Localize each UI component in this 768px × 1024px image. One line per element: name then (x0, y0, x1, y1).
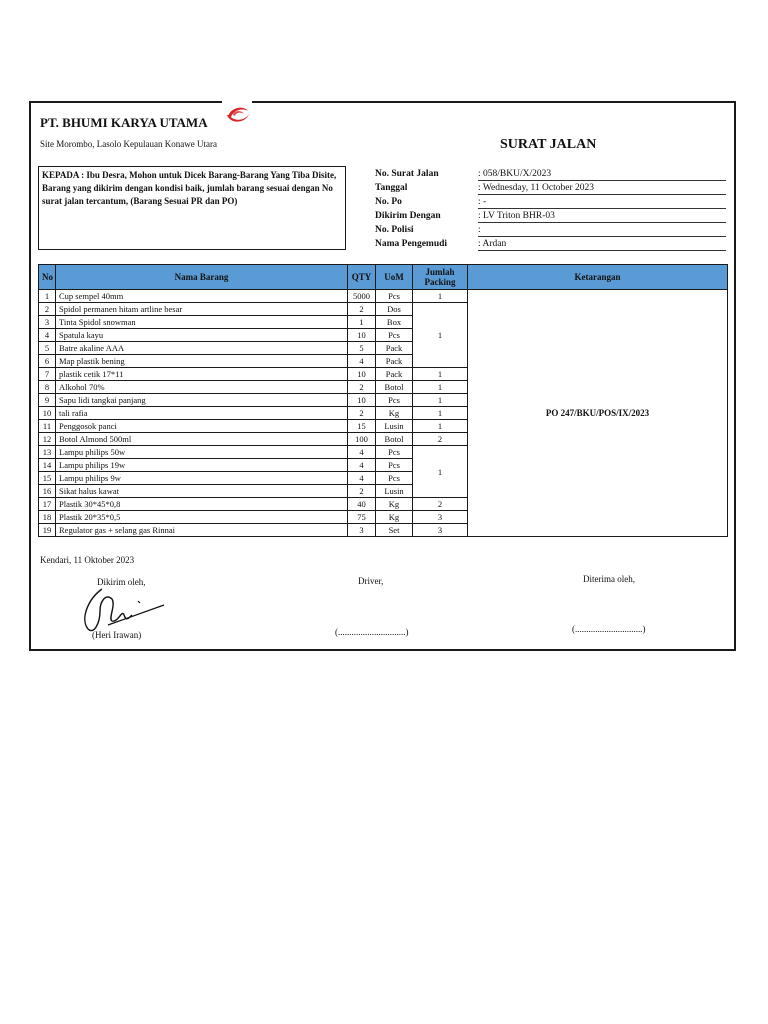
items-table (38, 264, 728, 537)
cell-uom: Pack (376, 368, 413, 381)
col-header-ketarangan: Ketarangan (468, 265, 728, 290)
cell-uom: Kg (376, 498, 413, 511)
cell-uom: Pack (376, 355, 413, 368)
place-date: Kendari, 11 Oktober 2023 (40, 555, 135, 565)
cell-packing: 1 (413, 420, 468, 433)
cell-nama: Lampu philips 50w (56, 446, 348, 459)
sender-name: (Heri Irawan) (92, 630, 142, 640)
cell-nama: Lampu philips 19w (56, 459, 348, 472)
cell-qty: 10 (348, 394, 376, 407)
cell-nama: Cup sempel 40mm (56, 290, 348, 303)
cell-no: 19 (39, 524, 56, 537)
cell-no: 18 (39, 511, 56, 524)
cell-packing: 3 (413, 511, 468, 524)
cell-keterangan: PO 247/BKU/POS/IX/2023 (468, 290, 728, 537)
cell-qty: 3 (348, 524, 376, 537)
dikirim-label: Dikirim oleh, (97, 577, 146, 587)
cell-packing: 1 (413, 303, 468, 368)
cell-no: 2 (39, 303, 56, 316)
cell-packing: 1 (413, 394, 468, 407)
swirl-logo-icon (222, 101, 252, 127)
cell-nama: Botol Almond 500ml (56, 433, 348, 446)
cell-uom: Pack (376, 342, 413, 355)
cell-no: 10 (39, 407, 56, 420)
value-dikirim-dengan: : LV Triton BHR-03 (478, 210, 726, 223)
col-header-no: No (39, 265, 56, 290)
cell-uom: Pcs (376, 459, 413, 472)
cell-packing: 1 (413, 290, 468, 303)
cell-qty: 4 (348, 446, 376, 459)
cell-uom: Pcs (376, 329, 413, 342)
label-no-surat-jalan: No. Surat Jalan (375, 169, 439, 179)
cell-uom: Botol (376, 381, 413, 394)
cell-no: 11 (39, 420, 56, 433)
cell-no: 8 (39, 381, 56, 394)
cell-qty: 40 (348, 498, 376, 511)
cell-packing: 1 (413, 368, 468, 381)
cell-uom: Box (376, 316, 413, 329)
cell-uom: Botol (376, 433, 413, 446)
cell-qty: 10 (348, 368, 376, 381)
cell-qty: 4 (348, 355, 376, 368)
cell-no: 4 (39, 329, 56, 342)
cell-qty: 100 (348, 433, 376, 446)
cell-uom: Kg (376, 407, 413, 420)
receiver-signature-line: (..............................) (572, 624, 646, 634)
cell-uom: Pcs (376, 472, 413, 485)
cell-nama: Lampu philips 9w (56, 472, 348, 485)
document-title: SURAT JALAN (500, 137, 597, 152)
cell-no: 1 (39, 290, 56, 303)
cell-nama: tali rafia (56, 407, 348, 420)
driver-signature-line: (..............................) (335, 627, 409, 637)
cell-qty: 75 (348, 511, 376, 524)
cell-qty: 15 (348, 420, 376, 433)
company-name: PT. BHUMI KARYA UTAMA (40, 115, 208, 130)
cell-packing: 1 (413, 446, 468, 498)
cell-no: 5 (39, 342, 56, 355)
cell-uom: Kg (376, 511, 413, 524)
cell-nama: Alkohol 70% (56, 381, 348, 394)
value-nama-pengemudi: : Ardan (478, 238, 726, 251)
cell-nama: Plastik 20*35*0,5 (56, 511, 348, 524)
cell-uom: Lusin (376, 485, 413, 498)
cell-nama: Penggosok panci (56, 420, 348, 433)
cell-packing: 1 (413, 407, 468, 420)
cell-uom: Pcs (376, 290, 413, 303)
cell-uom: Pcs (376, 446, 413, 459)
cell-nama: Sikat halus kawat (56, 485, 348, 498)
cell-qty: 4 (348, 459, 376, 472)
label-dikirim-dengan: Dikirim Dengan (375, 211, 441, 221)
label-tanggal: Tanggal (375, 183, 408, 193)
col-header-uom: UoM (376, 265, 413, 290)
col-header-jumlah-packing: Jumlah Packing (413, 265, 468, 290)
cell-nama: Tinta Spidol snowman (56, 316, 348, 329)
label-nama-pengemudi: Nama Pengemudi (375, 239, 448, 249)
col-header-qty: QTY (348, 265, 376, 290)
cell-qty: 5 (348, 342, 376, 355)
value-no-polisi: : (478, 224, 726, 237)
cell-nama: Plastik 30*45*0,8 (56, 498, 348, 511)
site-address: Site Morombo, Lasolo Kepulauan Konawe Utara (40, 139, 217, 149)
kepada-box: KEPADA : Ibu Desra, Mohon untuk Dicek Barang-Barang Yang Tiba Disite, Barang yang dikirim dengan kondisi baik, jumlah barang sesuai dengan No surat jalan tercantum, (Barang Sesuai PR dan PO) (38, 166, 346, 250)
cell-packing: 3 (413, 524, 468, 537)
cell-no: 17 (39, 498, 56, 511)
cell-qty: 1 (348, 316, 376, 329)
cell-qty: 4 (348, 472, 376, 485)
label-no-po: No. Po (375, 197, 402, 207)
cell-qty: 2 (348, 381, 376, 394)
cell-nama: Spatula kayu (56, 329, 348, 342)
cell-uom: Pcs (376, 394, 413, 407)
diterima-label: Diterima oleh, (583, 574, 635, 584)
cell-no: 7 (39, 368, 56, 381)
cell-nama: Sapu lidi tangkai panjang (56, 394, 348, 407)
label-no-polisi: No. Polisi (375, 225, 414, 235)
table-header-row (39, 265, 728, 290)
cell-uom: Dos (376, 303, 413, 316)
cell-no: 3 (39, 316, 56, 329)
cell-nama: Spidol permanen hitam artline besar (56, 303, 348, 316)
cell-packing: 2 (413, 433, 468, 446)
cell-nama: Regulator gas + selang gas Rinnai (56, 524, 348, 537)
cell-qty: 2 (348, 407, 376, 420)
cell-qty: 2 (348, 485, 376, 498)
cell-packing: 2 (413, 498, 468, 511)
cell-no: 14 (39, 459, 56, 472)
col-header-nama-barang: Nama Barang (56, 265, 348, 290)
driver-label: Driver, (358, 576, 384, 586)
cell-uom: Set (376, 524, 413, 537)
cell-no: 9 (39, 394, 56, 407)
cell-no: 16 (39, 485, 56, 498)
cell-no: 15 (39, 472, 56, 485)
cell-nama: Map plastik bening (56, 355, 348, 368)
cell-nama: Batre akaline AAA (56, 342, 348, 355)
cell-qty: 2 (348, 303, 376, 316)
cell-packing: 1 (413, 381, 468, 394)
cell-no: 13 (39, 446, 56, 459)
value-no-po: : - (478, 196, 726, 209)
cell-no: 12 (39, 433, 56, 446)
cell-no: 6 (39, 355, 56, 368)
cell-uom: Lusin (376, 420, 413, 433)
table-row (39, 290, 728, 303)
cell-qty: 5000 (348, 290, 376, 303)
cell-qty: 10 (348, 329, 376, 342)
cell-nama: plastik cetik 17*11 (56, 368, 348, 381)
value-tanggal: : Wednesday, 11 October 2023 (478, 182, 726, 195)
value-no-surat-jalan: : 058/BKU/X/2023 (478, 168, 726, 181)
